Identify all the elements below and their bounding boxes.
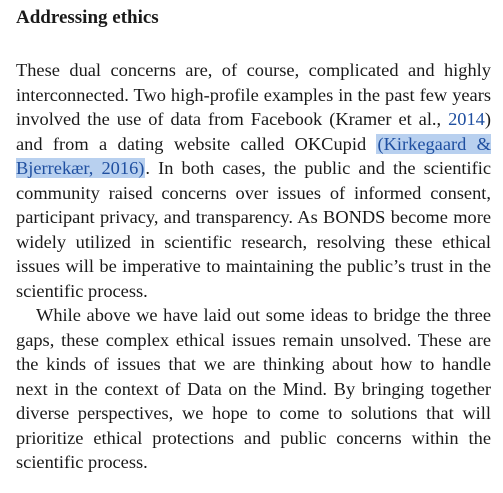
paragraph-1-text-c: . In both cases, the public and the scientific community raised concerns over issues of informed consent, participant privacy, and transparency. As BONDS become more widely utilized in scientific research, resolving these ethical issues will be imperative to maintaining the public’s trust in the scientific process. (16, 158, 492, 301)
section-heading: Addressing ethics (16, 7, 159, 28)
paragraph-1-text-a: These dual concerns are, of course, complicated and highly interconnected. Two high-profile examples in the past few years involved the use of data from Facebook (Kramer et al., (16, 60, 491, 129)
paragraph-2: While above we have laid out some ideas to bridge the three gaps, these complex ethical issues remain unsolved. These are the kinds of issues that we are thinking about how to handle next in the context of Data on the Mind. By bringing together diverse perspectives, we hope to come to solutions that will prioritize ethical protections and public concerns within the scientific process. (16, 305, 491, 472)
paragraph-1 (16, 58, 491, 303)
paragraph-1-text-b: ) and from a dating website called OKCupid (16, 109, 491, 154)
citation-kirkegaard-link[interactable]: (Kirkegaard & Bjerrekær, 2016) (16, 133, 491, 178)
citation-kramer-year-link[interactable]: 2014 (448, 109, 485, 129)
